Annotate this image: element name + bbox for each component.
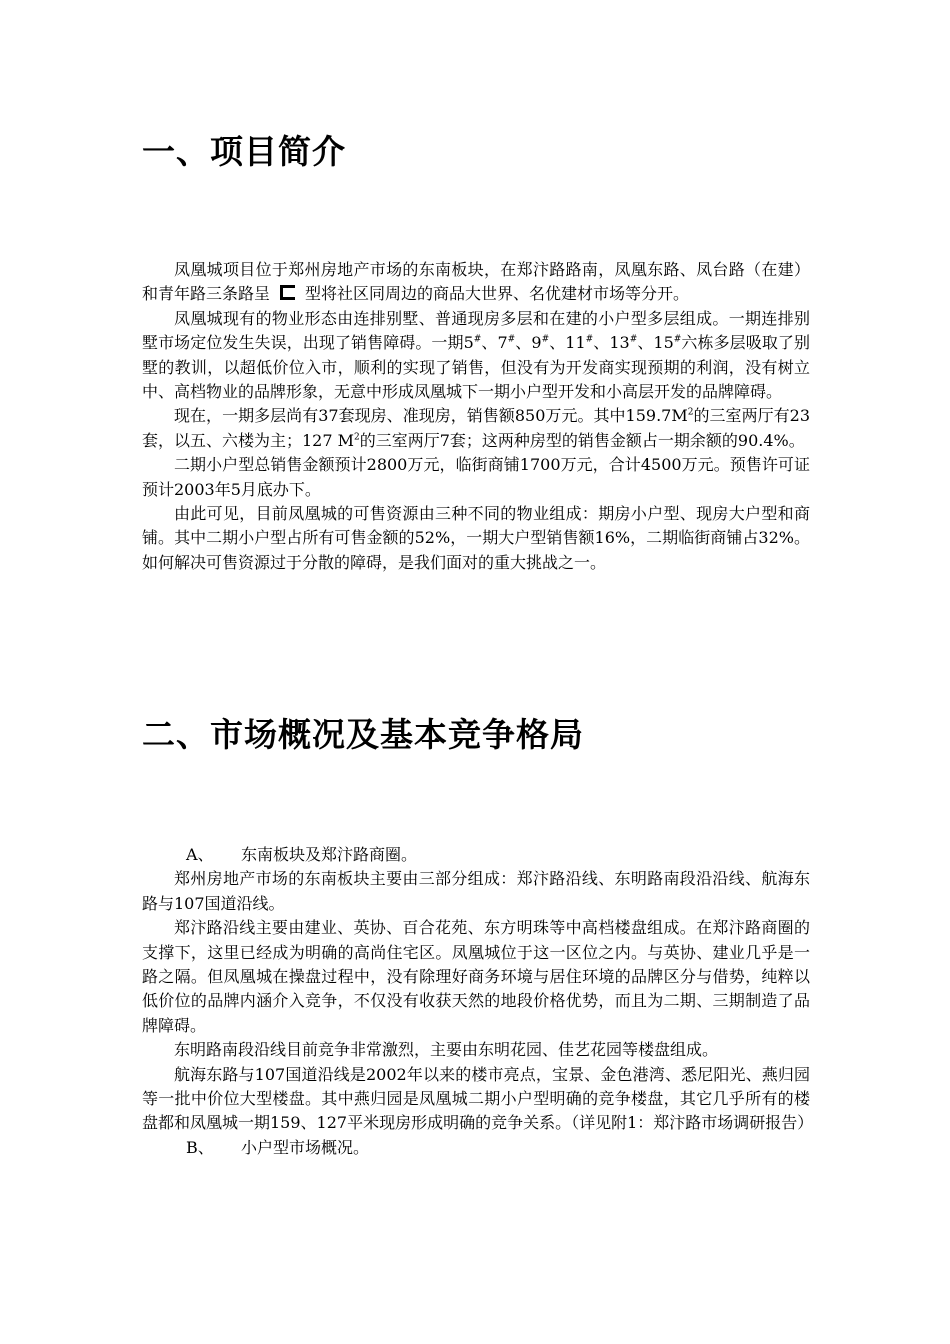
subsection-b-heading	[142, 1136, 810, 1160]
paragraph-location: 凤凰城项目位于郑州房地产市场的东南板块，在郑汴路路南，凤凰东路、凤台路（在建）和青年路三条路呈 型将社区同周边的商品大世界、名优建材市场等分开。	[142, 260, 810, 304]
paragraph-hanghai-road: 航海东路与107国道沿线是2002年以来的楼市亮点，宝景、金色港湾、悉尼阳光、燕归园等一批中价位大型楼盘。其中燕归园是凤凰城二期小户型明确的竞争楼盘，其它几乎所有的楼盘都和凤凰城一期159、127平米现房形成明确的竞争关系。（详见附1：郑汴路市场调研报告）	[142, 1064, 814, 1133]
subsection-a-marker: A、	[186, 845, 214, 864]
paragraph-zhengbian-road: 郑汴路沿线主要由建业、英协、百合花苑、东方明珠等中高档楼盘组成。在郑汴路商圈的支撑下，这里已经成为明确的高尚住宅区。凤凰城位于这一区位之内。与英协、建业几乎是一路之隔。但凤凰城在操盘过程中，没有除理好商务环境与居住环境的品牌区分与借势，纯粹以低价位的品牌内涵介入竞争，不仅没有收获天然的地段价格优势，而且为二期、三期制造了品牌障碍。	[142, 918, 810, 1035]
subsection-a-heading	[142, 843, 810, 867]
bracket-shape-icon	[280, 285, 295, 300]
paragraph-southeast-sectors: 郑州房地产市场的东南板块主要由三部分组成：郑汴路沿线、东明路南段沿沿线、航海东路与107国道沿线。	[142, 869, 810, 913]
paragraph-resources-summary: 由此可见，目前凤凰城的可售资源由三种不同的物业组成：期房小户型、现房大户型和商铺。其中二期小户型占所有可售金额的52%，一期大户型销售额16%，二期临街商铺占32%。如何解决可售资源过于分散的障碍，是我们面对的重大挑战之一。	[142, 504, 810, 572]
section-title-market-overview: 二、市场概况及基本竞争格局	[142, 715, 584, 754]
subsection-b-label: 小户型市场概况。	[241, 1137, 370, 1157]
paragraph-current-inventory: 现在，一期多层尚有37套现房、准现房，销售额850万元。其中$159.7M^2$的三室两厅有23套，以五、六楼为主；127 $M^2$的三室两厅7套；这两种房型的销售金额占一期余额的90.4%。	[142, 406, 810, 450]
paragraph-property-types: 凤凰城现有的物业形态由连排别墅、普通现房多层和在建的小户型多层组成。一期连排别墅市场定位发生失误，出现了销售障碍。一期5#、7#、9#、11#、13#、15#六栋多层吸取了别墅的教训，以超低价位入市，顺利的实现了销售，但没有为开发商实现预期的利润，没有树立中、高档物业的品牌形象，无意中形成凤凰城下一期小户型开发和小高层开发的品牌障碍。	[142, 308, 810, 402]
subsection-b-marker: B、	[186, 1137, 214, 1157]
subsection-a-label: 东南板块及郑汴路商圈。	[241, 845, 418, 864]
section-body-project-intro	[142, 258, 810, 575]
paragraph-dongming-road: 东明路南段沿线目前竞争非常激烈，主要由东明花园、佳艺花园等楼盘组成。	[174, 1040, 719, 1060]
section-body-market-overview	[142, 843, 814, 1160]
section-title-project-intro: 一、项目简介	[142, 132, 346, 171]
paragraph-phase-two-sales: 二期小户型总销售金额预计2800万元，临街商铺1700万元，合计4500万元。预售许可证预计2003年5月底办下。	[142, 455, 810, 499]
